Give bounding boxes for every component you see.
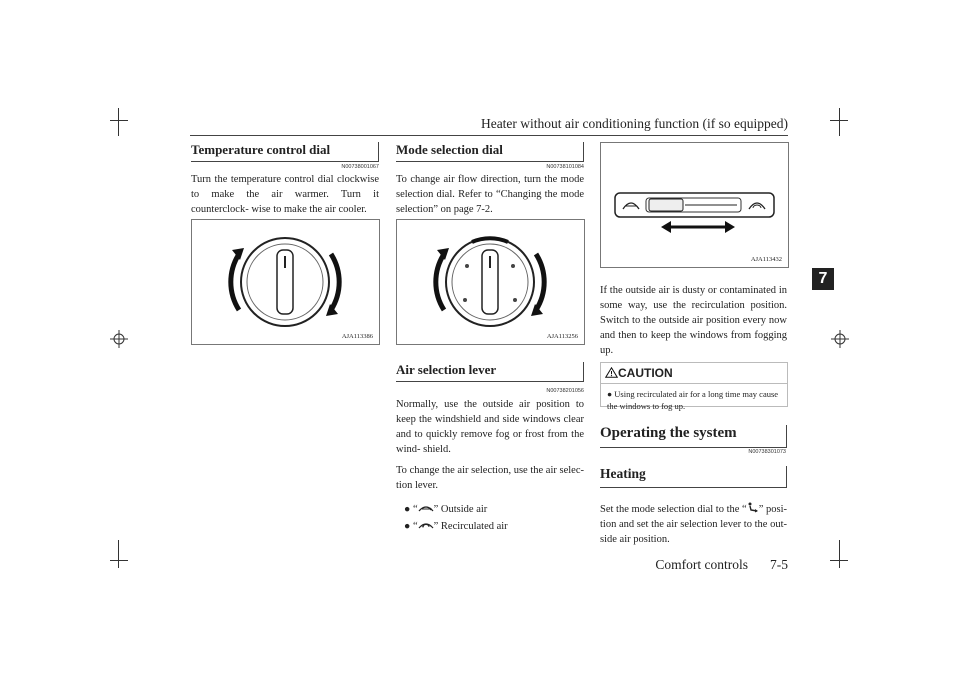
list-item-recirculated-air: ● “ ” Recirculated air (404, 521, 508, 532)
chapter-tab: 7 (812, 268, 834, 290)
page-number: 7-5 (770, 557, 788, 572)
section-code: N00738301073 (748, 449, 786, 455)
feet-mode-icon (747, 502, 759, 513)
page-header-title: Heater without air conditioning function (if so equipped) (480, 116, 788, 131)
body-text: Turn the temperature control dial clockwise to make the air warmer. Turn it counterclock- wise to make the air cooler. (191, 174, 379, 215)
footer-section: Comfort controls (655, 557, 748, 572)
body-text: To change the air selection, use the air selec- tion lever. (396, 465, 584, 491)
figure-code: AJA113432 (750, 256, 782, 263)
figure-code: AJA113386 (341, 333, 373, 340)
heating-instructions: Set the mode selection dial to the “ ” posi- tion and set the air selection lever to the out- side air position. (600, 504, 787, 545)
section-heading-operating: Operating the system (600, 425, 787, 448)
caution-box (600, 362, 788, 411)
section-code: N00738001067 (341, 164, 379, 170)
section-code: N00738201056 (546, 388, 584, 394)
figure-code: AJA113256 (546, 333, 578, 340)
crop-mark (830, 120, 848, 121)
temperature-dial-figure (191, 219, 380, 345)
crop-mark (118, 108, 119, 136)
bullet-dot: ● (404, 504, 411, 515)
section-heading-heating: Heating (600, 466, 787, 488)
body-text: To change air flow direction, turn the mode selection dial. Refer to “Changing the mode selection” on page 7-2. (396, 174, 584, 215)
air-lever-illustration (601, 143, 788, 267)
body-text: Normally, use the outside air position to keep the windshield and side windows clear and to quickly remove fog or frost from the wind- shield. (396, 399, 584, 455)
crop-mark (110, 120, 128, 121)
registration-mark (110, 330, 128, 348)
caution-text: ● Using recirculated air for a long time may cause the windows to fog up. (607, 389, 779, 411)
section-heading-air-selection: Air selection lever (396, 362, 584, 382)
section-heading-mode: Mode selection dial (396, 142, 584, 162)
column-2 (396, 142, 584, 217)
list-item-outside-air: ● “ ” Outside air (404, 504, 488, 515)
caution-triangle-icon (605, 367, 618, 378)
air-lever-figure (600, 142, 789, 268)
column-2-lower (396, 362, 584, 534)
caution-header: CAUTION (601, 363, 787, 384)
crop-mark (110, 560, 128, 561)
crop-mark (830, 560, 848, 561)
body-text: If the outside air is dusty or contaminated in some way, use the recirculation position. Switch to the outside air position every now and then to keep the windows from fogging up. (600, 285, 787, 356)
mode-dial-figure (396, 219, 585, 345)
header-rule (190, 135, 788, 136)
page-footer (655, 557, 788, 573)
mode-dial-illustration (397, 220, 584, 344)
crop-mark (839, 540, 840, 568)
registration-mark (831, 330, 849, 348)
temperature-dial-illustration (192, 220, 379, 344)
section-code: N00738101084 (546, 164, 584, 170)
bullet-dot: ● (404, 521, 411, 532)
outside-air-icon (418, 504, 434, 513)
recirculated-air-icon (418, 521, 434, 530)
crop-mark (118, 540, 119, 568)
column-1 (191, 142, 379, 217)
section-heading-temperature: Temperature control dial (191, 142, 379, 162)
crop-mark (839, 108, 840, 136)
bullet-dot: ● (607, 389, 613, 399)
